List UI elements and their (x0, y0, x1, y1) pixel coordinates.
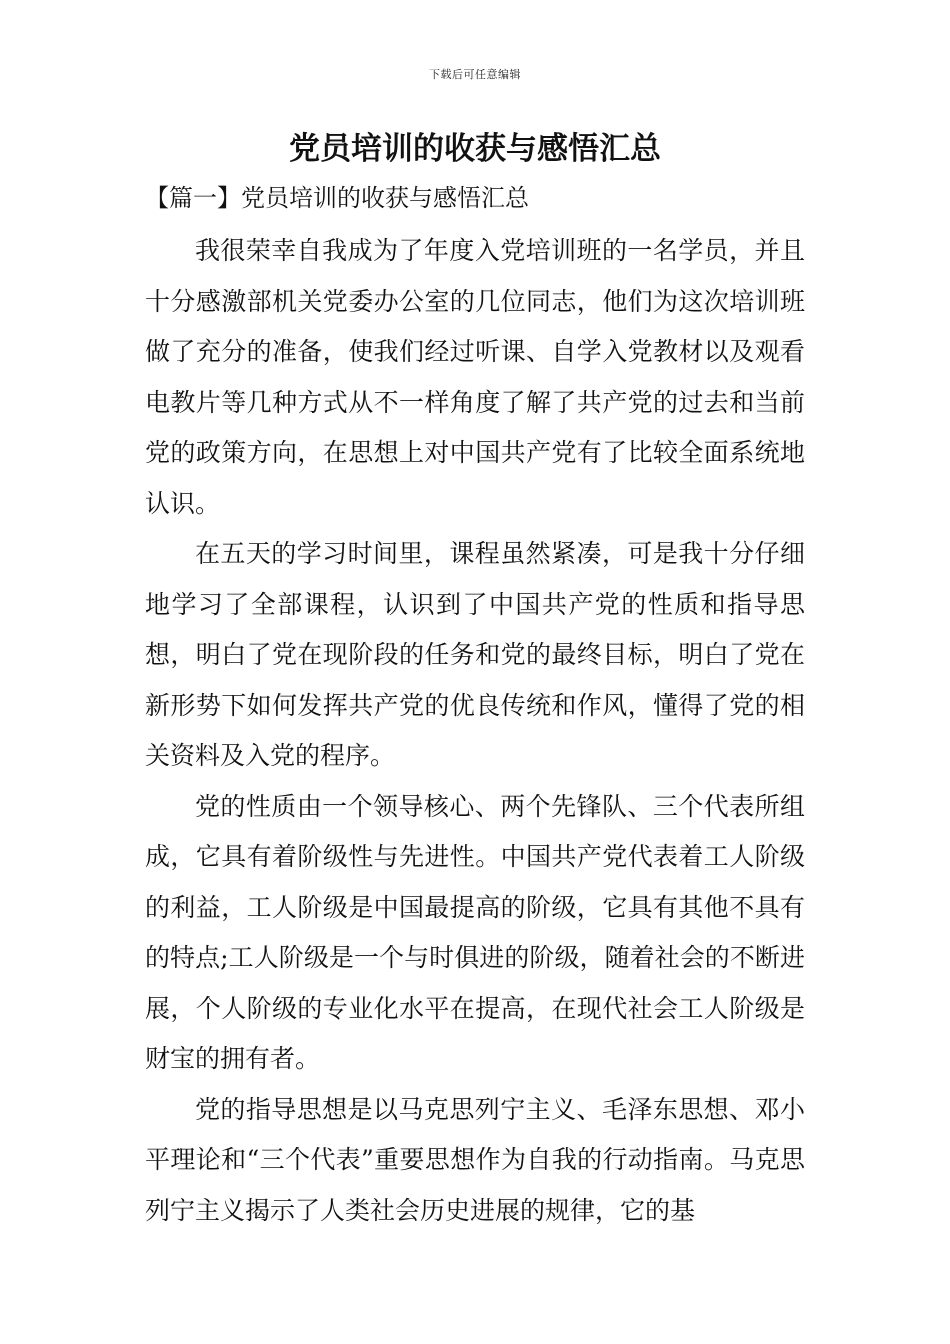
document-body (145, 226, 805, 1236)
paragraph-2: 在五天的学习时间里，课程虽然紧凑，可是我十分仔细地学习了全部课程，认识到了中国共产党的性质和指导思想，明白了党在现阶段的任务和党的最终目标，明白了党在新形势下如何发挥共产党的优良传统和作风，懂得了党的相关资料及入党的程序。 (145, 539, 805, 770)
paragraph-3: 党的性质由一个领导核心、两个先锋队、三个代表所组成，它具有着阶级性与先进性。中国共产党代表着工人阶级的利益，工人阶级是中国最提高的阶级，它具有其他不具有的特点;工人阶级是一个与时俱进的阶级，随着社会的不断进展，个人阶级的专业化水平在提高，在现代社会工人阶级是财宝的拥有者。 (145, 791, 805, 1073)
paragraph-1: 我很荣幸自我成为了年度入党培训班的一名学员，并且十分感激部机关党委办公室的几位同志，他们为这次培训班做了充分的准备，使我们经过听课、自学入党教材以及观看电教片等几种方式从不一样角度了解了共产党的过去和当前党的政策方向，在思想上对中国共产党有了比较全面系统地认识。 (145, 236, 805, 518)
document-title: 党员培训的收获与感悟汇总 (289, 131, 661, 167)
section-heading: 【篇一】党员培训的收获与感悟汇总 (145, 184, 529, 212)
header-note: 下载后可任意编辑 (429, 68, 521, 81)
paragraph-4: 党的指导思想是以马克思列宁主义、毛泽东思想、邓小平理论和“三个代表”重要思想作为自我的行动指南。马克思列宁主义揭示了人类社会历史进展的规律，它的基 (145, 1094, 805, 1225)
